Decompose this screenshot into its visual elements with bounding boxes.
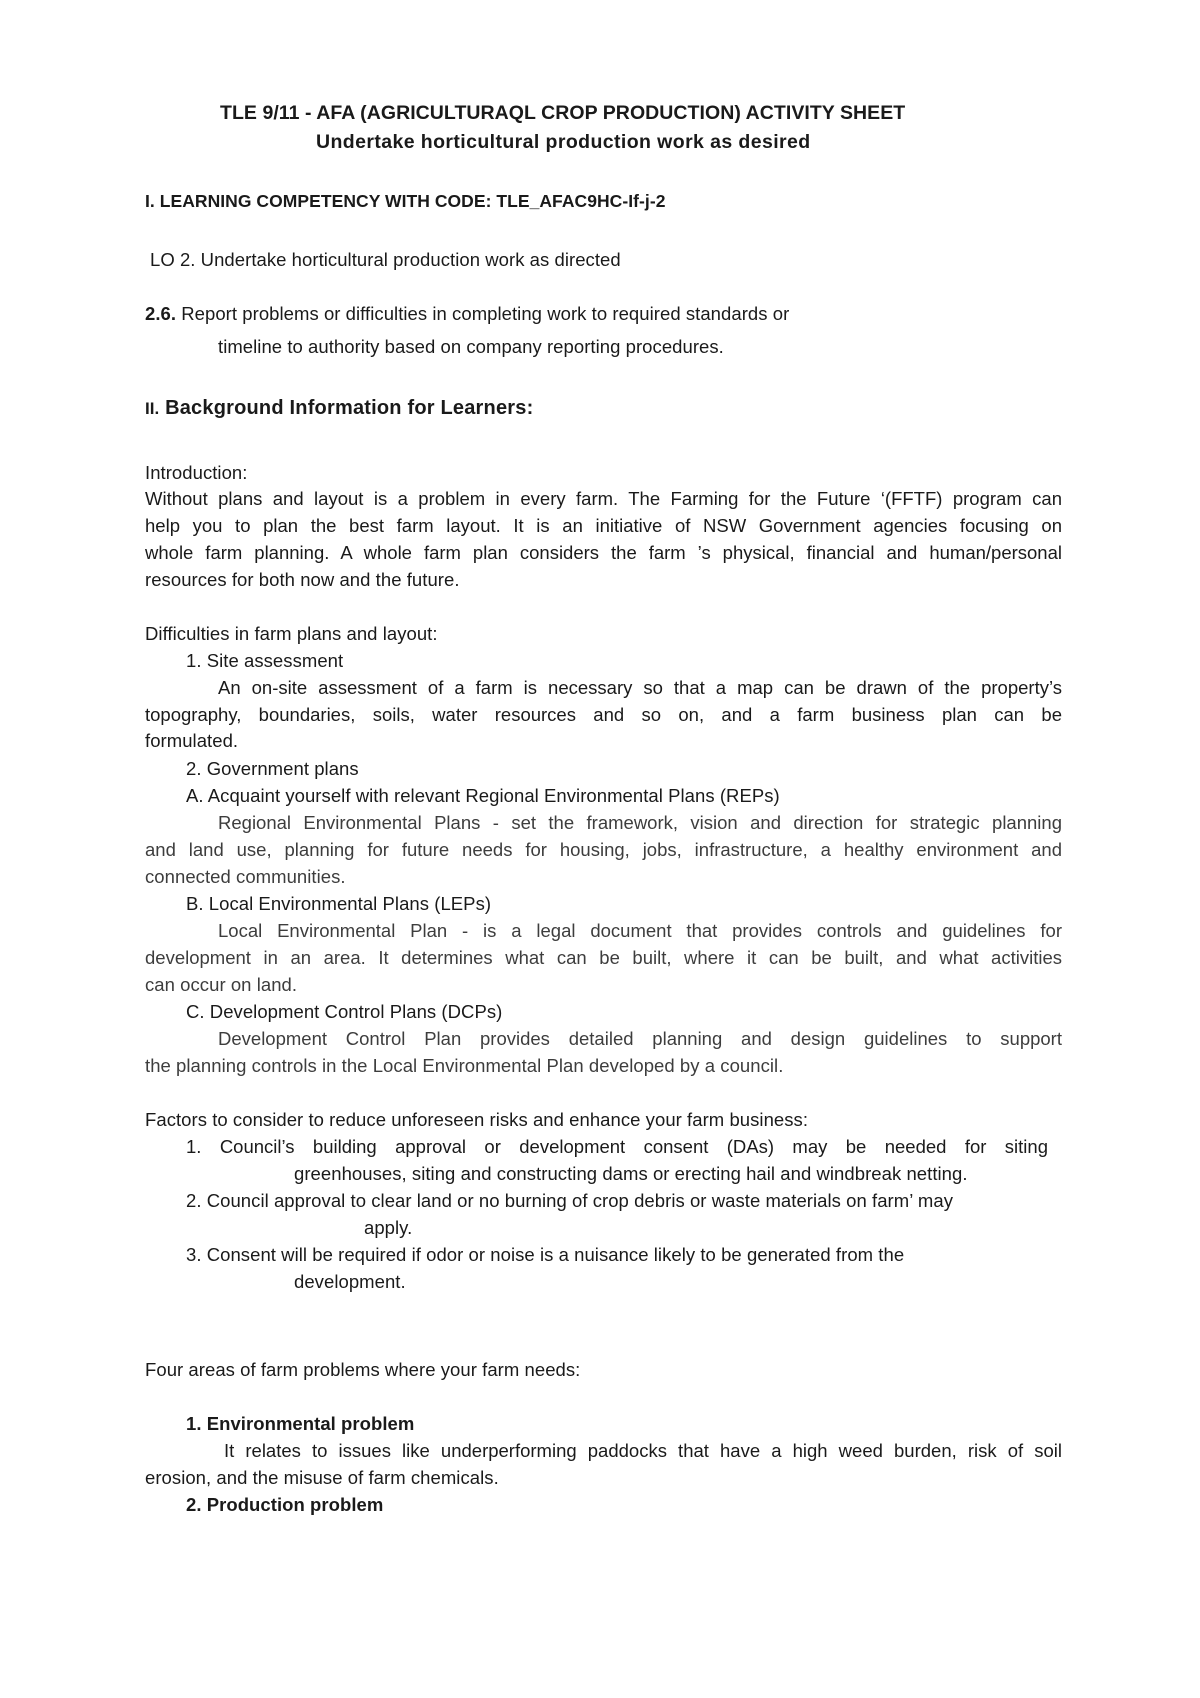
- competency-item: [145, 302, 789, 326]
- intro-line: help you to plan the best farm layout. It is an initiative of NSW Government agencies focusing on: [145, 515, 1062, 536]
- competency-item-continuation: timeline to authority based on company reporting procedures.: [218, 336, 724, 357]
- dcp-line: Development Control Plan provides detailed planning and design guidelines to support: [218, 1028, 1062, 1049]
- factor-item-line2: development.: [294, 1271, 406, 1292]
- rep-line: Regional Environmental Plans - set the framework, vision and direction for strategic planning: [218, 812, 1062, 833]
- four-areas-heading: Four areas of farm problems where your farm needs:: [145, 1359, 581, 1380]
- site-assessment-label: 1. Site assessment: [186, 650, 344, 671]
- learning-outcome: LO 2. Undertake horticultural production work as directed: [150, 249, 621, 270]
- lep-line: can occur on land.: [145, 974, 298, 995]
- rep-label: A. Acquaint yourself with relevant Regional Environmental Plans (REPs): [186, 785, 780, 806]
- intro-line: Without plans and layout is a problem in every farm. The Farming for the Future ‘(FFTF) program can: [145, 488, 1062, 509]
- lep-label: B. Local Environmental Plans (LEPs): [186, 893, 492, 914]
- intro-line: resources for both now and the future.: [145, 569, 460, 590]
- government-plans-label: 2. Government plans: [186, 758, 359, 779]
- document-subtitle: Undertake horticultural production work as desired: [316, 131, 811, 153]
- site-assessment-line: formulated.: [145, 730, 239, 751]
- rep-line: connected communities.: [145, 866, 346, 887]
- intro-label: Introduction:: [145, 462, 248, 483]
- competency-item-number: 2.6.: [145, 303, 177, 324]
- intro-line: whole farm planning. A whole farm plan considers the farm ’s physical, financial and human/personal: [145, 542, 1062, 563]
- competency-heading: I. LEARNING COMPETENCY WITH CODE: TLE_AFAC9HC-If-j-2: [145, 191, 666, 211]
- factor-item-line2: apply.: [364, 1217, 413, 1238]
- environmental-problem-label: 1. Environmental problem: [186, 1413, 415, 1434]
- environmental-problem-line: erosion, and the misuse of farm chemicals.: [145, 1467, 499, 1488]
- lep-line: development in an area. It determines what can be built, where it can be built, and what activities: [145, 947, 1062, 968]
- factor-item-line2: greenhouses, siting and constructing dams or erecting hail and windbreak netting.: [294, 1163, 968, 1184]
- production-problem-label: 2. Production problem: [186, 1494, 384, 1515]
- site-assessment-line: An on-site assessment of a farm is necessary so that a map can be drawn of the property’s: [218, 677, 1062, 698]
- environmental-problem-line: It relates to issues like underperforming paddocks that have a high weed burden, risk of soil: [224, 1440, 1062, 1461]
- background-heading-number: II.: [145, 399, 160, 418]
- background-heading-text: Background Information for Learners:: [159, 397, 534, 419]
- background-heading: [145, 396, 533, 421]
- difficulties-heading: Difficulties in farm plans and layout:: [145, 623, 438, 644]
- factor-item-line1: 1. Council’s building approval or development consent (DAs) may be needed for siting: [186, 1136, 1048, 1157]
- document-title: TLE 9/11 - AFA (AGRICULTURAQL CROP PRODUCTION) ACTIVITY SHEET: [220, 102, 906, 124]
- factor-item-line1: 3. Consent will be required if odor or noise is a nuisance likely to be generated from the: [186, 1244, 905, 1265]
- factor-item-line1: 2. Council approval to clear land or no burning of crop debris or waste materials on farm’ may: [186, 1190, 953, 1211]
- dcp-line: the planning controls in the Local Environmental Plan developed by a council.: [145, 1055, 784, 1076]
- dcp-label: C. Development Control Plans (DCPs): [186, 1001, 503, 1022]
- factors-heading: Factors to consider to reduce unforeseen risks and enhance your farm business:: [145, 1109, 809, 1130]
- competency-item-text: Report problems or difficulties in completing work to required standards or: [176, 303, 790, 324]
- lep-line: Local Environmental Plan - is a legal document that provides controls and guidelines for: [218, 920, 1062, 941]
- site-assessment-line: topography, boundaries, soils, water resources and so on, and a farm business plan can be: [145, 704, 1062, 725]
- rep-line: and land use, planning for future needs for housing, jobs, infrastructure, a healthy environment and: [145, 839, 1062, 860]
